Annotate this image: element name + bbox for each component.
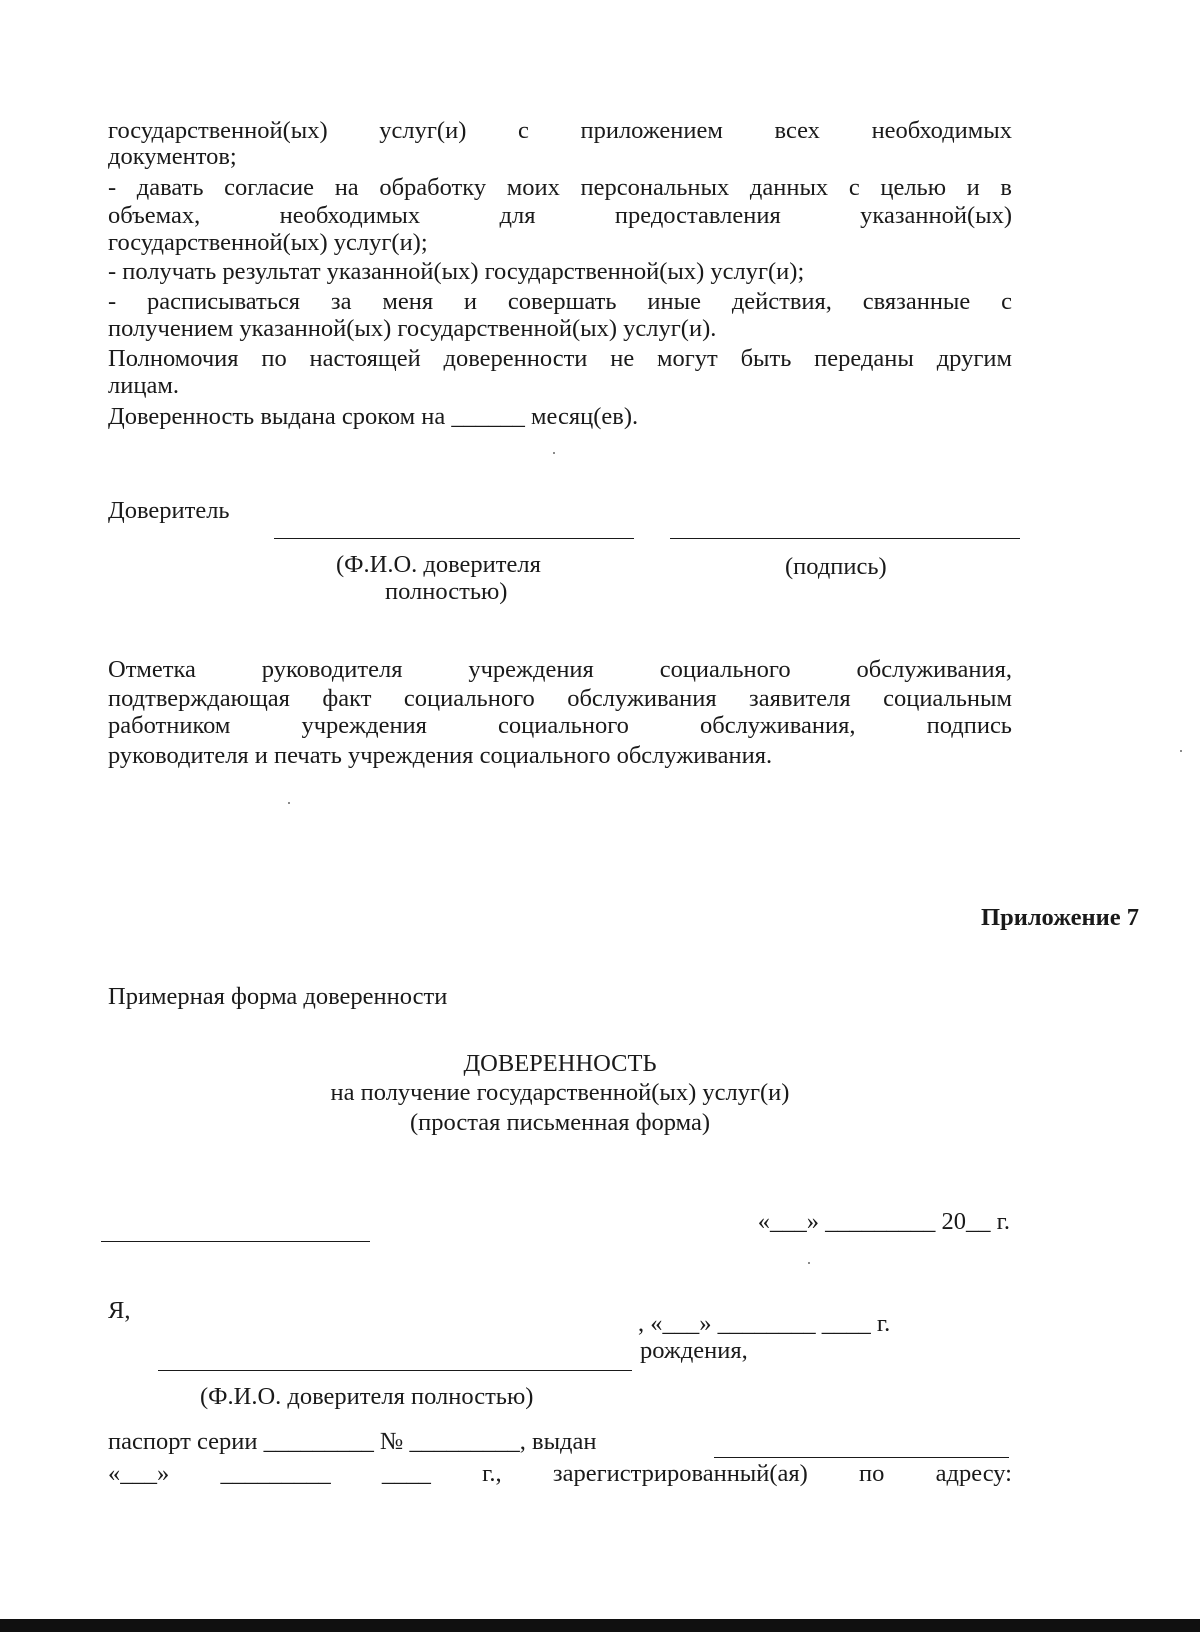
form-caption: Примерная форма доверенности — [108, 983, 448, 1010]
i-label: Я, — [108, 1297, 131, 1324]
passport-issued-by-line — [714, 1457, 1009, 1458]
paragraph-line: документов; — [108, 143, 237, 170]
principal-label: Доверитель — [108, 497, 230, 524]
fio-caption: (Ф.И.О. доверителя — [336, 551, 541, 578]
paragraph-line: объемах, необходимых для предоставления указанной(ых) — [108, 202, 1012, 229]
paragraph-line: - расписываться за меня и совершать иные действия, связанные с — [108, 288, 1012, 315]
scan-bottom-edge — [0, 1619, 1200, 1632]
paragraph-line: лицам. — [108, 372, 179, 399]
term-line: Доверенность выдана сроком на ______ месяц(ев). — [108, 403, 639, 430]
fio-caption-form: (Ф.И.О. доверителя полностью) — [200, 1383, 534, 1410]
paragraph-line: - получать результат указанной(ых) государственной(ых) услуг(и); — [108, 258, 805, 285]
document-subtitle-form: (простая письменная форма) — [409, 1109, 711, 1136]
paragraph-line: Полномочия по настоящей доверенности не могут быть переданы другим — [108, 345, 1012, 372]
passport-line: паспорт серии _________ № _________, выдан — [108, 1428, 597, 1455]
scan-speck — [553, 452, 555, 454]
scan-speck — [288, 802, 290, 804]
paragraph-line: государственной(ых) услуг(и) с приложением всех необходимых — [108, 117, 1012, 144]
scan-speck — [808, 1262, 810, 1264]
paragraph-line: государственной(ых) услуг(и); — [108, 229, 428, 256]
document-subtitle: на получение государственной(ых) услуг(и) — [330, 1079, 790, 1106]
birth-word: рождения, — [640, 1337, 748, 1364]
document-title: ДОВЕРЕННОСТЬ — [463, 1050, 657, 1077]
paragraph-line: получением указанной(ых) государственной(ых) услуг(и). — [108, 315, 717, 342]
sign-line — [670, 538, 1020, 539]
appendix-label: Приложение 7 — [981, 904, 1139, 931]
note-line: Отметка руководителя учреждения социального обслуживания, — [108, 656, 1012, 683]
date-field: «___» _________ 20__ г. — [757, 1208, 1010, 1235]
scan-speck — [1180, 750, 1182, 752]
place-line — [101, 1241, 370, 1242]
sign-caption: (подпись) — [785, 553, 887, 580]
birth-date-field: , «___» ________ ____ г. — [638, 1310, 891, 1337]
fio-line — [158, 1370, 632, 1371]
fio-caption: полностью) — [385, 578, 508, 605]
paragraph-line: - давать согласие на обработку моих персональных данных с целью и в — [108, 174, 1012, 201]
note-line: работником учреждения социального обслуживания, подпись — [108, 712, 1012, 739]
note-line: руководителя и печать учреждения социального обслуживания. — [108, 742, 773, 769]
fio-signature-line — [274, 538, 634, 539]
note-line: подтверждающая факт социального обслуживания заявителя социальным — [108, 685, 1012, 712]
issued-line: «___» _________ ____ г., зарегистрированный(ая) по адресу: — [108, 1460, 1012, 1487]
